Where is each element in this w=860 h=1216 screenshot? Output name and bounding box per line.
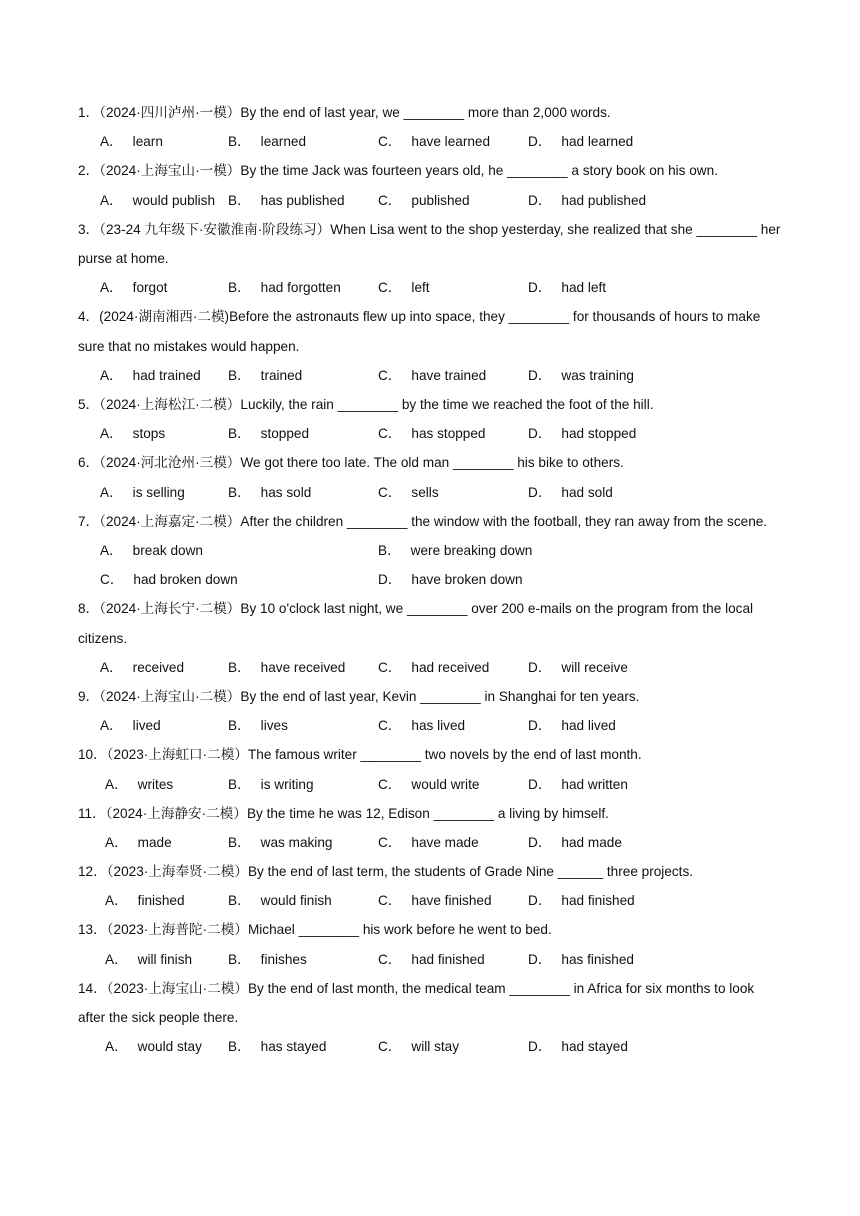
option-item [105,1032,202,1061]
option-text: has sold [260,484,312,500]
option-letter: B． [228,834,251,850]
option-item [228,361,302,390]
option-item [528,419,636,448]
option-text: had published [561,192,647,208]
option-item [228,1032,326,1061]
option-item [528,186,646,215]
option-text: had stopped [561,426,637,442]
option-text: had sold [561,484,613,500]
option-text: have finished [411,893,492,909]
option-letter: C． [378,367,402,383]
option-letter: D． [528,1039,552,1055]
option-item [100,711,161,740]
question-item [78,215,784,303]
option-item [378,653,489,682]
option-letter: C． [378,484,402,500]
option-item [100,273,167,302]
option-text: have broken down [411,572,523,588]
option-letter: D． [528,776,552,792]
option-text: will receive [561,659,628,675]
option-letter: B． [228,1039,251,1055]
option-item [228,478,311,507]
option-item [378,361,486,390]
option-letter: A． [105,1039,128,1055]
option-letter: A． [100,367,123,383]
option-letter: D． [528,192,552,208]
option-text: lived [132,718,161,734]
option-text: left [411,280,430,296]
option-letter: C． [378,280,402,296]
option-letter: D． [528,834,552,850]
option-item [378,478,439,507]
option-item [528,886,635,915]
question-stem: 13．（2023·上海普陀·二模）Michael ________ his work before he went to bed. [78,922,552,938]
question-item [78,507,784,595]
option-letter: B． [228,280,251,296]
option-item [100,653,184,682]
option-letter: D． [528,280,552,296]
option-letter: C． [378,659,402,675]
option-text: had trained [132,367,201,383]
option-item [228,886,332,915]
options-row [78,273,784,302]
option-letter: C． [378,951,402,967]
option-letter: B． [228,426,251,442]
question-stem: 14．（2023·上海宝山·二模）By the end of last month, the medical team ________ in Africa for six months to look after the sick people there. [78,980,755,1026]
option-text: learn [132,134,163,150]
option-letter: B． [228,718,251,734]
option-item [228,711,288,740]
option-text: was making [260,834,333,850]
option-letter: B． [228,659,251,675]
option-letter: C． [100,572,124,588]
option-item [528,945,634,974]
option-text: had learned [561,134,634,150]
option-letter: A． [105,951,128,967]
option-text: trained [260,367,303,383]
question-stem: 3．（23-24 九年级下·安徽淮南·阶段练习）When Lisa went to the shop yesterday, she realized that she ________ her purse at home. [78,221,781,266]
option-letter: B． [228,134,251,150]
question-stem: 9．（2024·上海宝山·二模）By the end of last year, Kevin ________ in Shanghai for ten years. [78,688,640,704]
option-letter: B． [228,367,251,383]
question-item [78,740,784,798]
option-letter: C． [378,134,402,150]
option-item [105,945,192,974]
option-text: have learned [411,134,491,150]
option-text: was training [561,367,634,383]
question-stem: 11．（2024·上海静安·二模）By the time he was 12, Edison ________ a living by himself. [78,805,609,821]
option-letter: D． [528,893,552,909]
option-letter: C． [378,1039,402,1055]
question-item [78,594,784,682]
option-text: had stayed [561,1039,628,1055]
option-item [228,419,309,448]
option-item [100,127,163,156]
option-letter: D． [528,484,552,500]
option-letter: A． [100,718,123,734]
option-item [228,127,306,156]
option-text: had lived [561,718,616,734]
option-letter: D． [378,572,402,588]
option-text: learned [260,134,307,150]
option-letter: D． [528,659,552,675]
option-letter: A． [100,484,123,500]
option-item [100,186,215,215]
option-item [100,565,238,594]
option-text: lives [260,718,288,734]
options-row [78,536,784,565]
question-stem: 6．（2024·河北沧州·三模）We got there too late. The old man ________ his bike to others. [78,455,624,471]
option-text: has stayed [260,1039,327,1055]
option-letter: C． [378,426,402,442]
question-stem: 2．（2024·上海宝山·一模）By the time Jack was fourteen years old, he ________ a story book on his own. [78,163,718,179]
question-stem: 8．（2024·上海长宁·二模）By 10 o'clock last night, we ________ over 200 e-mails on the program from the local citizens. [78,601,754,646]
option-item [228,828,332,857]
option-letter: A． [105,776,128,792]
option-text: had forgotten [260,280,341,296]
option-item [105,886,185,915]
option-text: published [411,192,470,208]
option-text: had left [561,280,607,296]
option-text: have received [260,659,346,675]
option-item [528,361,634,390]
option-item [528,828,622,857]
question-item [78,98,784,156]
option-letter: C． [378,893,402,909]
options-row [78,828,784,857]
option-item [105,770,173,799]
option-item [378,419,486,448]
option-item [228,770,314,799]
question-stem: 5．（2024·上海松江·二模）Luckily, the rain ________ by the time we reached the foot of the hill. [78,396,654,412]
option-item [378,565,523,594]
question-item [78,156,784,214]
option-text: has lived [411,718,466,734]
option-text: would stay [137,1039,202,1055]
option-text: forgot [132,280,168,296]
option-item [528,711,616,740]
option-text: would write [411,776,480,792]
options-row [78,186,784,215]
option-letter: D． [528,718,552,734]
option-letter: D． [528,367,552,383]
question-stem: 10．（2023·上海虹口·二模）The famous writer ________ two novels by the end of last month. [78,747,642,763]
option-item [378,886,492,915]
option-item [378,711,465,740]
option-item [378,1032,459,1061]
option-letter: A． [100,134,123,150]
question-item [78,974,784,1062]
option-item [528,653,628,682]
option-text: has finished [561,951,634,967]
option-item [378,127,490,156]
option-item [378,945,485,974]
options-row [78,565,784,594]
option-letter: A． [105,834,128,850]
question-stem: 7．（2024·上海嘉定·二模）After the children ________ the window with the football, they ran away from the scene. [78,513,768,529]
option-letter: B． [378,542,401,558]
option-item [528,478,613,507]
option-item [378,828,479,857]
option-item [378,186,470,215]
option-item [528,127,633,156]
option-text: would publish [132,192,216,208]
option-text: is selling [132,484,185,500]
question-item [78,390,784,448]
option-letter: D． [528,951,552,967]
option-item [378,536,532,565]
option-text: had written [561,776,628,792]
option-letter: D． [528,134,552,150]
option-letter: A． [100,542,123,558]
option-text: writes [137,776,174,792]
option-letter: B． [228,776,251,792]
option-item [100,361,201,390]
options-row [78,886,784,915]
options-row [78,653,784,682]
question-item [78,682,784,740]
option-item [228,945,307,974]
options-row [78,711,784,740]
option-letter: B． [228,893,251,909]
option-letter: A． [100,659,123,675]
option-letter: C． [378,718,402,734]
option-text: had finished [411,951,485,967]
option-text: has stopped [411,426,486,442]
options-row [78,945,784,974]
option-text: break down [132,542,203,558]
option-item [100,478,185,507]
options-row [78,419,784,448]
option-item [228,273,341,302]
option-item [378,273,430,302]
question-item [78,799,784,857]
option-item [228,653,345,682]
option-text: have made [411,834,479,850]
option-text: have trained [411,367,487,383]
option-text: has published [260,192,345,208]
options-row [78,361,784,390]
option-item [378,770,479,799]
option-letter: C． [378,776,402,792]
option-text: had finished [561,893,635,909]
options-row [78,478,784,507]
question-stem: 1．（2024·四川泸州·一模）By the end of last year, we ________ more than 2,000 words. [78,105,611,120]
option-text: had broken down [133,572,238,588]
option-item [100,536,203,565]
question-stem: 4．(2024·湖南湘西·二模)Before the astronauts flew up into space, they ________ for thousands of hours to make sure that no mistakes would happen. [78,309,761,354]
option-letter: A． [100,426,123,442]
option-letter: A． [100,280,123,296]
option-text: made [137,834,172,850]
option-text: were breaking down [410,542,533,558]
option-item [528,770,628,799]
option-text: finishes [260,951,307,967]
option-text: sells [411,484,439,500]
option-text: stops [132,426,166,442]
question-item [78,915,784,973]
option-item [528,1032,628,1061]
option-letter: A． [100,192,123,208]
question-item [78,448,784,506]
option-text: is writing [260,776,314,792]
option-text: had made [561,834,622,850]
options-row [78,127,784,156]
option-text: stopped [260,426,310,442]
option-text: will finish [137,951,193,967]
option-letter: B． [228,192,251,208]
option-letter: C． [378,192,402,208]
options-row [78,1032,784,1061]
option-item [105,828,172,857]
option-text: will stay [411,1039,460,1055]
option-text: finished [137,893,185,909]
option-letter: B． [228,951,251,967]
question-item [78,302,784,390]
question-item [78,857,784,915]
option-text: would finish [260,893,332,909]
option-letter: C． [378,834,402,850]
option-letter: B． [228,484,251,500]
option-item [528,273,606,302]
question-list [78,98,784,1061]
option-item [100,419,165,448]
option-item [228,186,345,215]
option-text: received [132,659,185,675]
question-stem: 12．（2023·上海奉贤·二模）By the end of last term, the students of Grade Nine ______ three projects. [78,864,694,880]
option-text: had received [411,659,490,675]
options-row [78,770,784,799]
option-letter: D． [528,426,552,442]
option-letter: A． [105,893,128,909]
